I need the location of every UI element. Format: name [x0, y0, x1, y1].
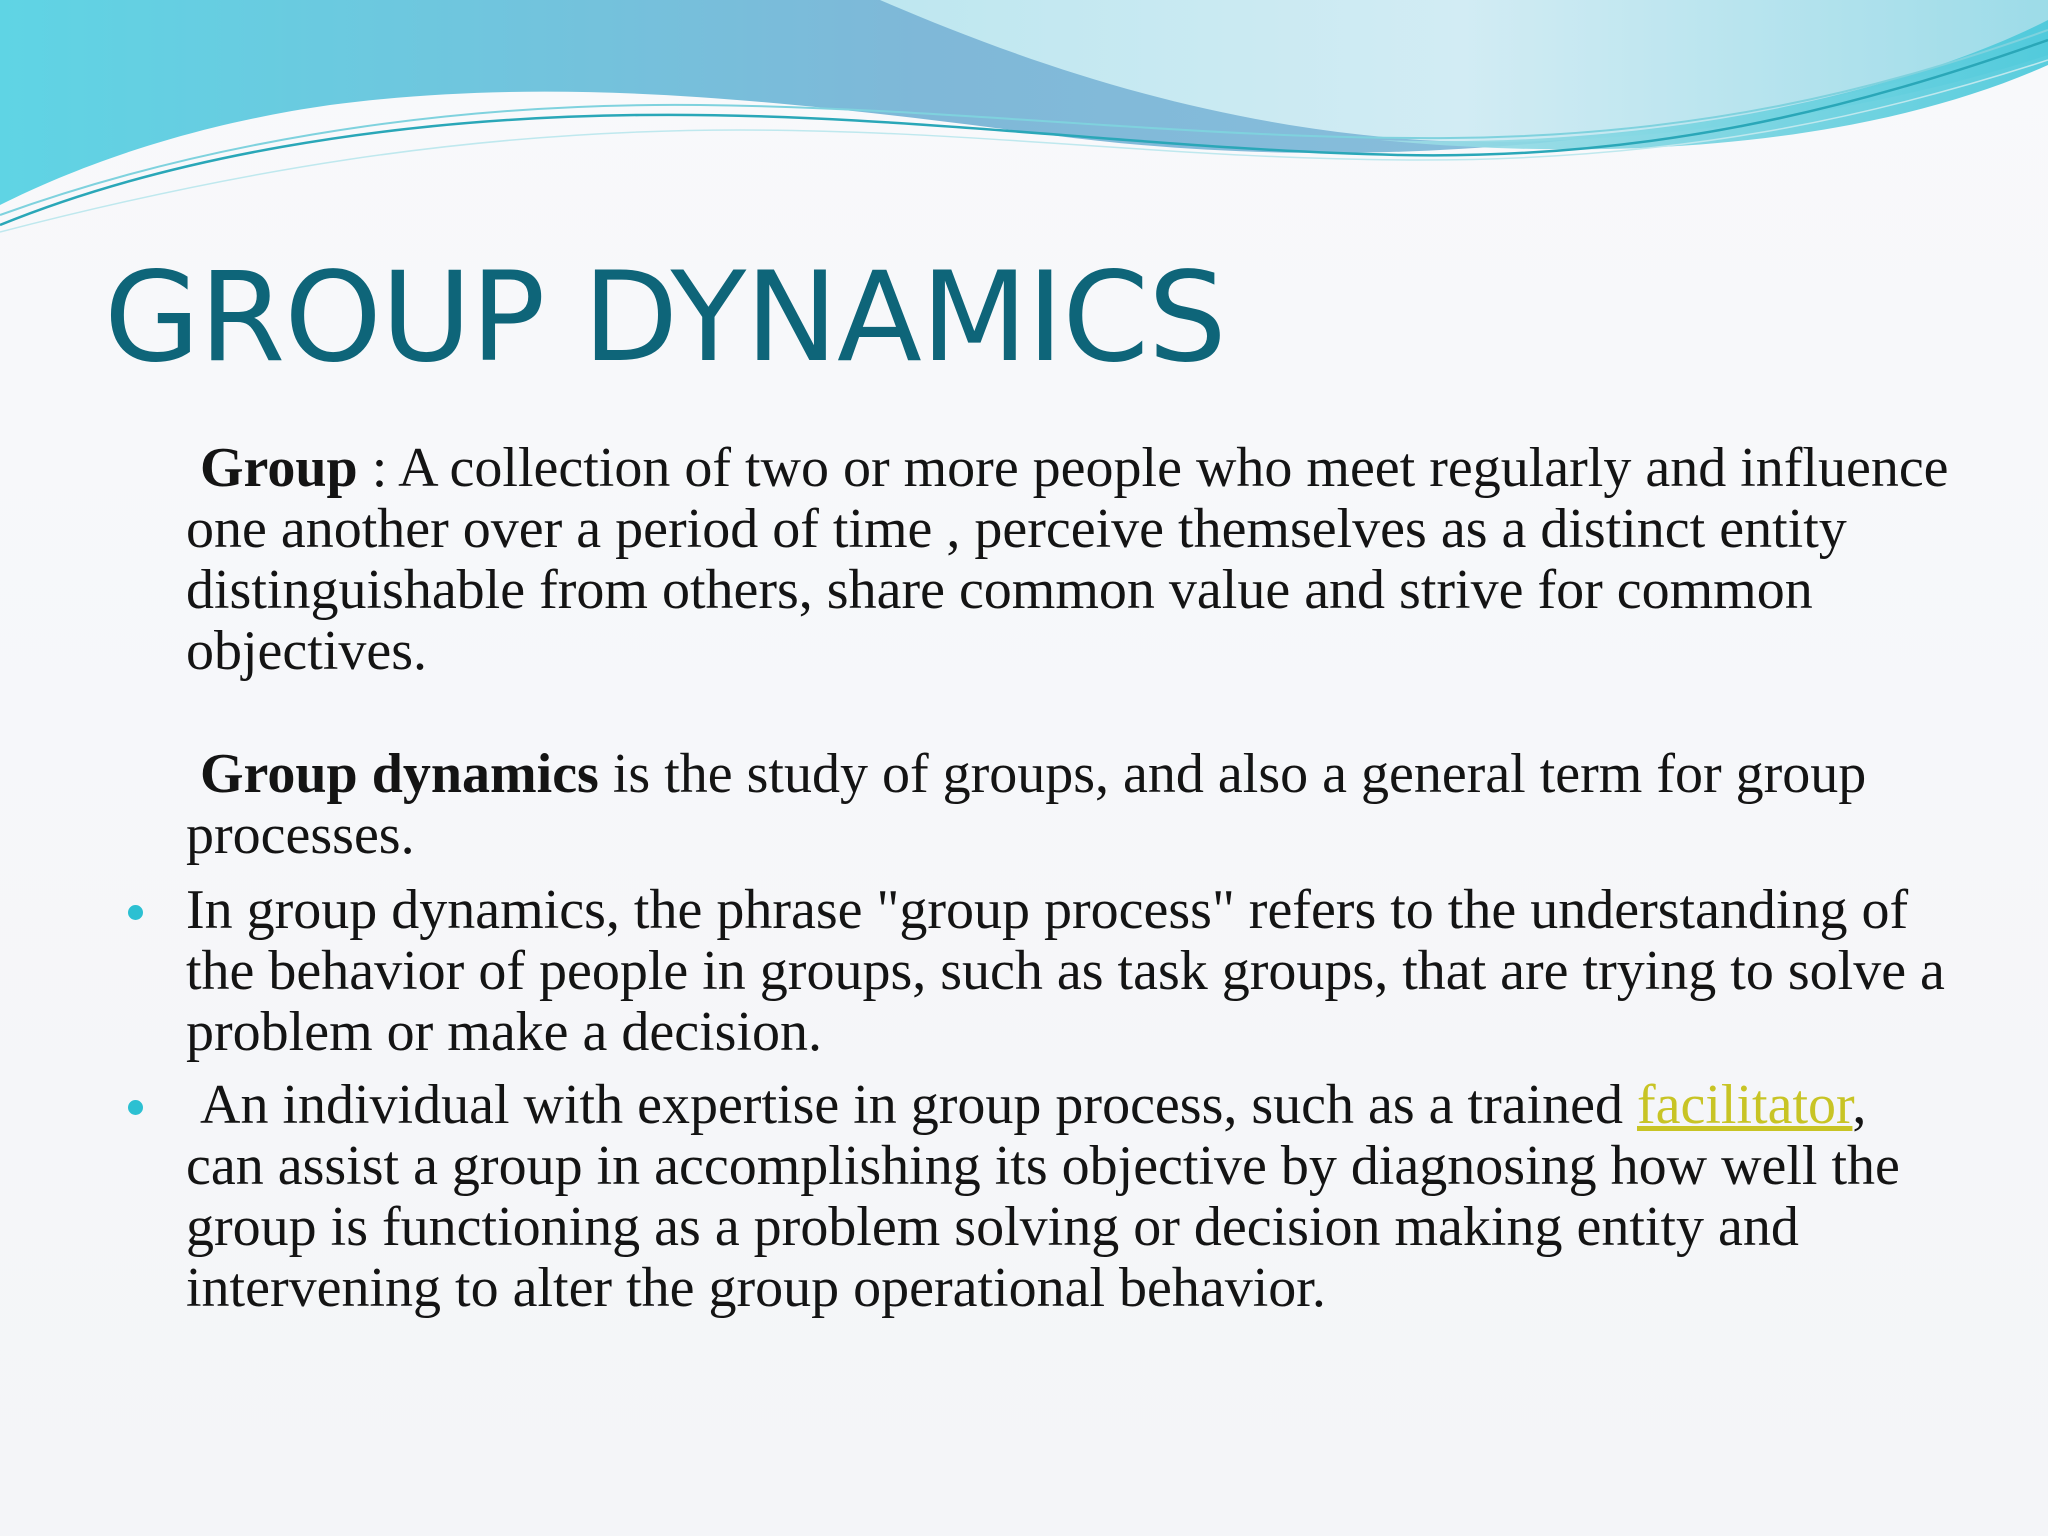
bullet-item [126, 880, 1956, 1063]
bullet-dot-icon [128, 905, 143, 920]
term-group-dynamics: Group dynamics [200, 743, 599, 805]
bullet-text: In group dynamics, the phrase "group process" refers to the understanding of the behavior of people in groups, such as task groups, that are trying to solve a problem or make a decision. [186, 879, 1945, 1063]
definition-group-dynamics [126, 744, 1956, 866]
bullet-text-start: An individual with expertise in group process, such as a trained [186, 1074, 1637, 1136]
definition-group-text: : A collection of two or more people who meet regularly and influence one another over a period of time , perceive themselves as a distinct entity distinguishable from others, share common value and strive for common objectives. [186, 437, 1949, 682]
bullet-text-end: , can assist a group in accomplishing its objective by diagnosing how well the group is functioning as a problem solving or decision making entity and intervening to alter the group operational behavior. [186, 1074, 1900, 1319]
definition-group-dynamics-text: is the study of groups, and also a general term for group processes. [186, 743, 1867, 866]
bullet-dot-icon [128, 1100, 143, 1115]
definition-group [126, 438, 1956, 682]
term-group: Group [200, 437, 358, 499]
bullet-list [126, 880, 1956, 1319]
slide-body [126, 438, 1956, 1319]
bullet-item [126, 1075, 1956, 1319]
header-wave-decoration [0, 0, 2048, 260]
facilitator-link[interactable]: facilitator [1637, 1074, 1853, 1136]
slide-title: GROUP DYNAMICS [104, 246, 1226, 390]
